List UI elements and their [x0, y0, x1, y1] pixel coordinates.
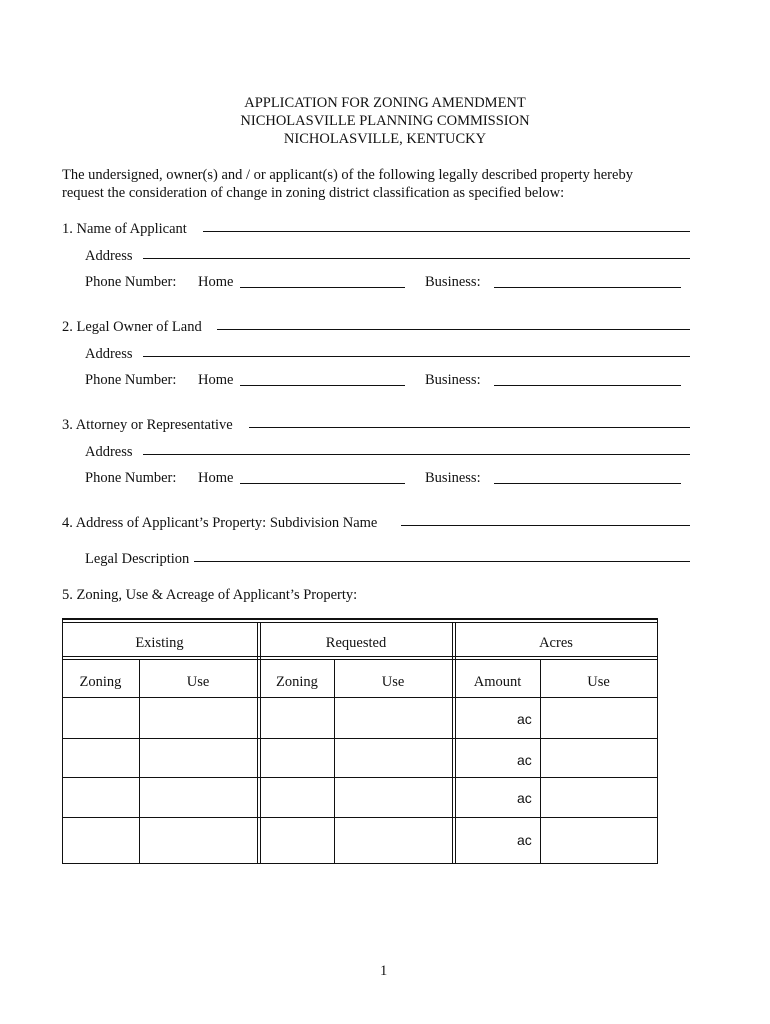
form-title: APPLICATION FOR ZONING AMENDMENT — [244, 95, 526, 111]
legal-description-label: Legal Description — [85, 551, 190, 567]
attorney-name-label: 3. Attorney or Representative — [62, 417, 233, 433]
subheader-acres-use: Use — [587, 674, 610, 690]
attorney-phone-label: Phone Number: — [85, 470, 177, 486]
acres-unit-row-4: ac — [517, 832, 532, 848]
owner-name-label: 2. Legal Owner of Land — [62, 319, 202, 335]
attorney-address-label: Address — [85, 444, 133, 460]
subheader-existing-zoning: Zoning — [79, 674, 122, 690]
subheader-requested-zoning: Zoning — [276, 674, 318, 690]
acres-unit-row-1: ac — [517, 711, 532, 727]
applicant-home-label: Home — [198, 274, 234, 290]
owner-business-label: Business: — [425, 372, 481, 388]
owner-address-label: Address — [85, 346, 133, 362]
applicant-phone-label: Phone Number: — [85, 274, 177, 290]
page-number: 1 — [380, 963, 388, 979]
attorney-business-label: Business: — [425, 470, 481, 486]
header-requested: Requested — [325, 635, 387, 651]
acres-unit-row-2: ac — [517, 752, 532, 768]
header-acres: Acres — [539, 635, 573, 651]
attorney-home-label: Home — [198, 470, 234, 486]
header-existing: Existing — [135, 635, 184, 651]
intro-line-1: The undersigned, owner(s) and / or applicant(s) of the following legally described property hereby — [62, 167, 633, 183]
applicant-name-label: 1. Name of Applicant — [62, 221, 187, 237]
intro-line-2: request the consideration of change in zoning district classification as specified below: — [62, 185, 565, 201]
owner-phone-label: Phone Number: — [85, 372, 177, 388]
commission-name: NICHOLASVILLE PLANNING COMMISSION — [240, 113, 530, 129]
location: NICHOLASVILLE, KENTUCKY — [283, 131, 487, 147]
subheader-acres-amount: Amount — [473, 674, 522, 690]
acres-unit-row-3: ac — [517, 790, 532, 806]
applicant-business-label: Business: — [425, 274, 481, 290]
property-address-label: 4. Address of Applicant’s Property: Subdivision Name — [62, 515, 378, 531]
zoning-section-label: 5. Zoning, Use & Acreage of Applicant’s Property: — [62, 587, 358, 603]
owner-home-label: Home — [198, 372, 234, 388]
subheader-requested-use: Use — [381, 674, 405, 690]
applicant-address-label: Address — [85, 248, 133, 264]
subheader-existing-use: Use — [186, 674, 210, 690]
